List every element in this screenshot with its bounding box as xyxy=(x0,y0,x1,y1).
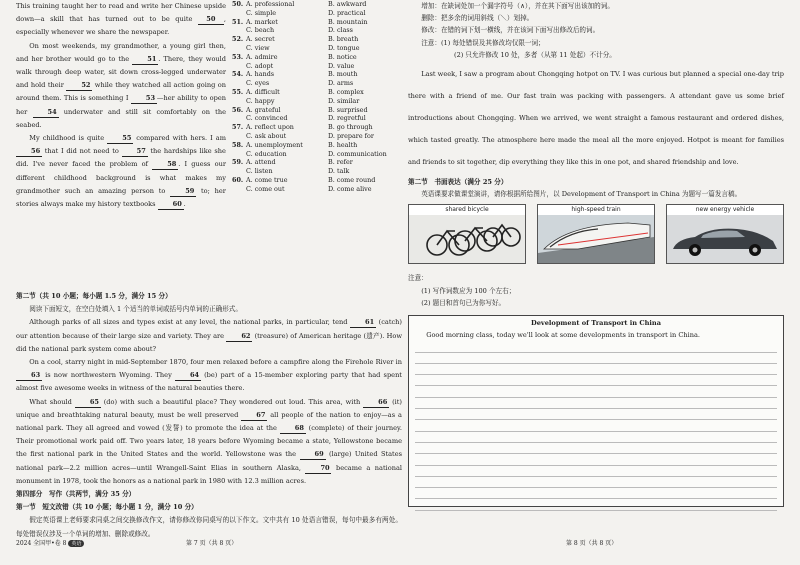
option-row xyxy=(232,70,402,79)
notice-label: 注意： xyxy=(408,274,428,283)
grammar-paragraph-2: On a cool, starry night in mid-September 1870, four men relaxed before a campfire along the Firehole River in 63 is now northwestern Wyoming. They 64 (be) part of a 15-member exploring party that had spent almost five awesome weeks in witness of the natural beauties there. xyxy=(16,358,402,393)
blank-61[interactable]: 61 xyxy=(350,318,376,328)
answer-line xyxy=(415,398,777,409)
blank-62[interactable]: 62 xyxy=(226,332,252,342)
question-number: 59. xyxy=(232,158,244,167)
rule-delete: 删除：把多余的词用斜线（＼）划掉。 xyxy=(421,14,534,23)
grammar-fill-section xyxy=(16,290,402,541)
option-a[interactable]: 58. A. unemployment xyxy=(232,140,303,149)
option-row xyxy=(232,141,402,150)
note-2: (2) 只允许修改 10 处，多者（从第 11 处起）不计分。 xyxy=(454,50,616,59)
picture-new-energy-vehicle xyxy=(666,204,784,264)
option-b[interactable]: B. mountain xyxy=(328,17,368,26)
option-b[interactable]: B. mouth xyxy=(328,70,358,79)
writing-section-heading: 第二节 书面表达（满分 25 分） xyxy=(408,178,508,187)
option-row xyxy=(232,97,402,106)
blank-70[interactable]: 70 xyxy=(305,464,331,474)
requirement-1: (1) 写作词数应为 100 个左右； xyxy=(421,286,516,295)
option-row xyxy=(232,26,402,35)
option-row xyxy=(232,167,402,176)
bicycle-icon xyxy=(409,215,525,263)
answer-line xyxy=(415,364,777,375)
page-8 xyxy=(408,0,784,565)
answer-line xyxy=(415,477,777,488)
blank-55[interactable]: 55 xyxy=(107,134,133,144)
question-number: 52. xyxy=(232,35,244,44)
blank-52[interactable]: 52 xyxy=(66,81,92,91)
answer-line xyxy=(415,409,777,420)
rule-modify: 修改：在错的词下划一横线，并在该词下面写出修改后的词。 xyxy=(421,26,600,35)
blank-60[interactable]: 60 xyxy=(158,200,184,210)
blank-63[interactable]: 63 xyxy=(16,371,42,381)
part4-sub1-heading: 第一节 短文改错（共 10 小题；每小题 1 分，满分 10 分） xyxy=(16,503,198,512)
option-d[interactable]: D. tongue xyxy=(328,43,360,52)
blank-51[interactable]: 51 xyxy=(132,55,158,65)
option-row xyxy=(232,88,402,97)
option-row xyxy=(232,132,402,141)
option-d[interactable]: D. communication xyxy=(328,149,387,158)
option-row xyxy=(232,18,402,27)
option-a[interactable]: 55. A. difficult xyxy=(232,87,280,96)
part4-heading: 第四部分 写作（共两节，满分 35 分） xyxy=(16,490,136,499)
rule-add: 增加：在缺词处加一个漏字符号（∧），并在其下面写出该加的词。 xyxy=(421,2,614,10)
blank-57[interactable]: 57 xyxy=(122,147,148,157)
option-c[interactable]: C. beach xyxy=(246,26,275,35)
option-a[interactable]: 60. A. come true xyxy=(232,175,288,184)
picture-caption: high-speed train xyxy=(571,206,621,214)
option-c[interactable]: C. education xyxy=(246,149,287,158)
section2-instruction: 阅读下面短文，在空白处填入 1 个适当的单词或括号内单词的正确形式。 xyxy=(29,305,242,314)
answer-lines xyxy=(409,341,783,510)
option-d[interactable]: D. regretful xyxy=(328,114,366,123)
option-b[interactable]: B. notice xyxy=(328,52,357,61)
car-icon xyxy=(667,215,783,263)
option-d[interactable]: D. practical xyxy=(328,8,366,17)
option-c[interactable]: C. ask about xyxy=(246,131,287,140)
option-c[interactable]: C. happy xyxy=(246,96,275,105)
option-row xyxy=(232,123,402,132)
blank-65[interactable]: 65 xyxy=(75,398,101,408)
picture-high-speed-train xyxy=(537,204,655,264)
option-b[interactable]: B. come round xyxy=(328,175,376,184)
option-row xyxy=(232,185,402,194)
option-row xyxy=(232,53,402,62)
option-row xyxy=(232,9,402,18)
question-number: 56. xyxy=(232,105,244,114)
option-a[interactable]: 50. A. professional xyxy=(232,0,295,8)
page-number-7: 第 7 页（共 8 页） xyxy=(186,540,238,547)
grammar-paragraph-3: What should 65 (do) with such a beautiful place? They wondered out loud. This area, with 66 (it) unique and breathtaking natural beauty, must be well preserved 67 all people of the nation to enjoy—as a national park. They all agreed and vowed (发誓) to promote the idea at the 68 (complete) of their journey. Their promotional work paid off. Two years later, 18 years before Wyoming became a state, Yellowstone became the first national park in the United States and the world. Yellowstone was the 69 (large) United States national park—2.2 million acres—until Wrangell-Saint Elias in southern Alaska, 70 became a national monument in 1978, took the honors as a national park in 1980 with 12.3 million acres. xyxy=(16,397,402,485)
answer-line xyxy=(415,499,777,510)
option-row xyxy=(232,114,402,123)
option-a[interactable]: 53. A. admire xyxy=(232,52,278,61)
answer-line xyxy=(415,432,777,443)
option-a[interactable]: 52. A. secret xyxy=(232,35,275,44)
option-row xyxy=(232,0,402,9)
requirement-2: (2) 题目和首句已为你写好。 xyxy=(421,298,506,307)
option-b[interactable]: B. health xyxy=(328,140,358,149)
footer-left: 2024 全国甲•卷 8 英语 xyxy=(16,538,84,547)
option-row xyxy=(232,79,402,88)
answer-line xyxy=(415,454,777,465)
blank-67[interactable]: 67 xyxy=(241,411,267,421)
answer-line xyxy=(415,420,777,431)
option-d[interactable]: D. similar xyxy=(328,96,360,105)
train-icon xyxy=(538,215,654,263)
picture-caption: shared bicycle xyxy=(445,206,489,214)
option-row xyxy=(232,158,402,167)
option-d[interactable]: D. arms xyxy=(328,79,354,88)
passage-paragraph-1: This training taught her to read and write her Chinese upside down—a skill that has turned out to be quite 50 , especially whenever we share the newspaper. xyxy=(16,2,226,37)
option-d[interactable]: D. come alive xyxy=(328,184,372,193)
option-row xyxy=(232,176,402,185)
subject-badge: 英语 xyxy=(68,540,84,547)
option-row xyxy=(232,62,402,71)
picture-shared-bicycle xyxy=(408,204,526,264)
option-a[interactable]: 51. A. market xyxy=(232,17,278,26)
error-correction-essay: Last week, I saw a program about Chongqing hotpot on TV. I was curious but planned a special one-day trip there with a friend of me. Our fast train was packing with passengers. A attendant gave us some brief introductions about Chongqing. When we arrived, we went straight a famous restaurant and ordered dishes, which tasted greatly. The atmosphere here made the meal all the more enjoyed. Hotpot is meant for families and friends to sit together, dip everything they like this in one pot, and shared friendship and love. xyxy=(408,70,784,167)
option-b[interactable]: B. awkward xyxy=(328,0,367,8)
option-c[interactable]: C. convinced xyxy=(246,114,288,123)
option-c[interactable]: C. simple xyxy=(246,8,277,17)
answer-line xyxy=(415,466,777,477)
blank-68[interactable]: 68 xyxy=(280,424,306,434)
transport-pictures xyxy=(408,204,784,264)
question-number: 58. xyxy=(232,140,244,149)
option-d[interactable]: D. talk xyxy=(328,167,350,176)
blank-64[interactable]: 64 xyxy=(175,371,201,381)
option-a[interactable]: 59. A. attend xyxy=(232,158,276,167)
picture-caption: new energy vehicle xyxy=(695,206,755,214)
answer-line xyxy=(415,375,777,386)
question-number: 57. xyxy=(232,123,244,132)
question-number: 60. xyxy=(232,175,244,184)
writing-answer-box[interactable] xyxy=(408,315,784,507)
blank-69[interactable]: 69 xyxy=(300,450,326,460)
blank-58[interactable]: 58 xyxy=(152,160,178,170)
option-b[interactable]: B. refer xyxy=(328,158,353,167)
question-number: 55. xyxy=(232,87,244,96)
option-row xyxy=(232,35,402,44)
option-b[interactable]: B. complex xyxy=(328,87,364,96)
answer-line xyxy=(415,443,777,454)
blank-54[interactable]: 54 xyxy=(33,108,59,118)
blank-59[interactable]: 59 xyxy=(170,187,196,197)
essay-first-sentence: Good morning class, today we'll look at some developments in transport in China. xyxy=(426,331,700,340)
passage-paragraph-2: On most weekends, my grandmother, a young girl then, and her brother would go to the 51 . There, they would walk through deep water, sit down cross-legged underwater and hold their 52 while they watched all action going on around them. This is something I 53 —her ability to open her 54 underwater and still sit comfortably on the seabed. xyxy=(16,41,226,129)
options-list xyxy=(232,0,402,194)
option-b[interactable]: B. go through xyxy=(328,123,373,132)
option-d[interactable]: D. value xyxy=(328,61,355,70)
option-a[interactable]: 56. A. grateful xyxy=(232,105,281,114)
grammar-paragraph-1: Although parks of all sizes and types exist at any level, the national parks, in particular, tend 61 (catch) our attention because of their large size and variety. They are 62 (treasure) of American heritage (遗产). How did the national park system come about? xyxy=(16,318,402,353)
option-c[interactable]: C. eyes xyxy=(246,79,270,88)
answer-line xyxy=(415,488,777,499)
option-c[interactable]: C. adopt xyxy=(246,61,274,70)
option-a[interactable]: 54. A. hands xyxy=(232,70,275,79)
blank-66[interactable]: 66 xyxy=(363,398,389,408)
option-c[interactable]: C. come out xyxy=(246,184,285,193)
option-a[interactable]: 57. A. reflect upon xyxy=(232,123,294,132)
answer-line xyxy=(415,341,777,352)
option-row xyxy=(232,44,402,53)
part4-instruction: 假定英语课上老师要求同桌之间交换修改作文，请你修改你同桌写的以下作文。文中共有 10 处语言错误，每句中最多有两处。每处错误仅涉及一个单词的增加、删除或修改。 xyxy=(16,516,402,538)
blank-56[interactable]: 56 xyxy=(16,147,42,157)
answer-line xyxy=(415,386,777,397)
option-d[interactable]: D. class xyxy=(328,26,353,35)
option-c[interactable]: C. listen xyxy=(246,167,273,176)
option-b[interactable]: B. surprised xyxy=(328,105,368,114)
essay-title: Development of Transport in China xyxy=(530,319,661,328)
answer-line xyxy=(415,353,777,364)
option-row xyxy=(232,150,402,159)
question-number: 53. xyxy=(232,52,244,61)
option-c[interactable]: C. view xyxy=(246,43,270,52)
question-number: 51. xyxy=(232,17,244,26)
question-number: 54. xyxy=(232,70,244,79)
passage-paragraph-3: My childhood is quite 55 compared with hers. I am 56 that I did not need to 57 the hardships like she did. I've never faced the problem of 58 . I guess our different childhood background is what makes my grandmother such an amazing person to 59 to; her stories always make my history textbooks 60 . xyxy=(16,134,226,209)
writing-instruction: 英语课要求做课堂演讲，请你根据所给图片，以 Development of Transport in China 为题写一篇发言稿。 xyxy=(421,190,742,199)
page-number-8: 第 8 页（共 8 页） xyxy=(566,540,618,547)
question-number: 50. xyxy=(232,0,244,8)
note-1: 注意：(1) 每处错误及其修改均仅限一词； xyxy=(421,38,545,47)
blank-53[interactable]: 53 xyxy=(131,94,157,104)
option-row xyxy=(232,106,402,115)
option-b[interactable]: B. breath xyxy=(328,35,359,44)
option-d[interactable]: D. prepare for xyxy=(328,131,374,140)
section2-heading: 第二节（共 10 小题；每小题 1.5 分，满分 15 分） xyxy=(16,292,172,300)
blank-50[interactable]: 50 xyxy=(198,15,224,25)
